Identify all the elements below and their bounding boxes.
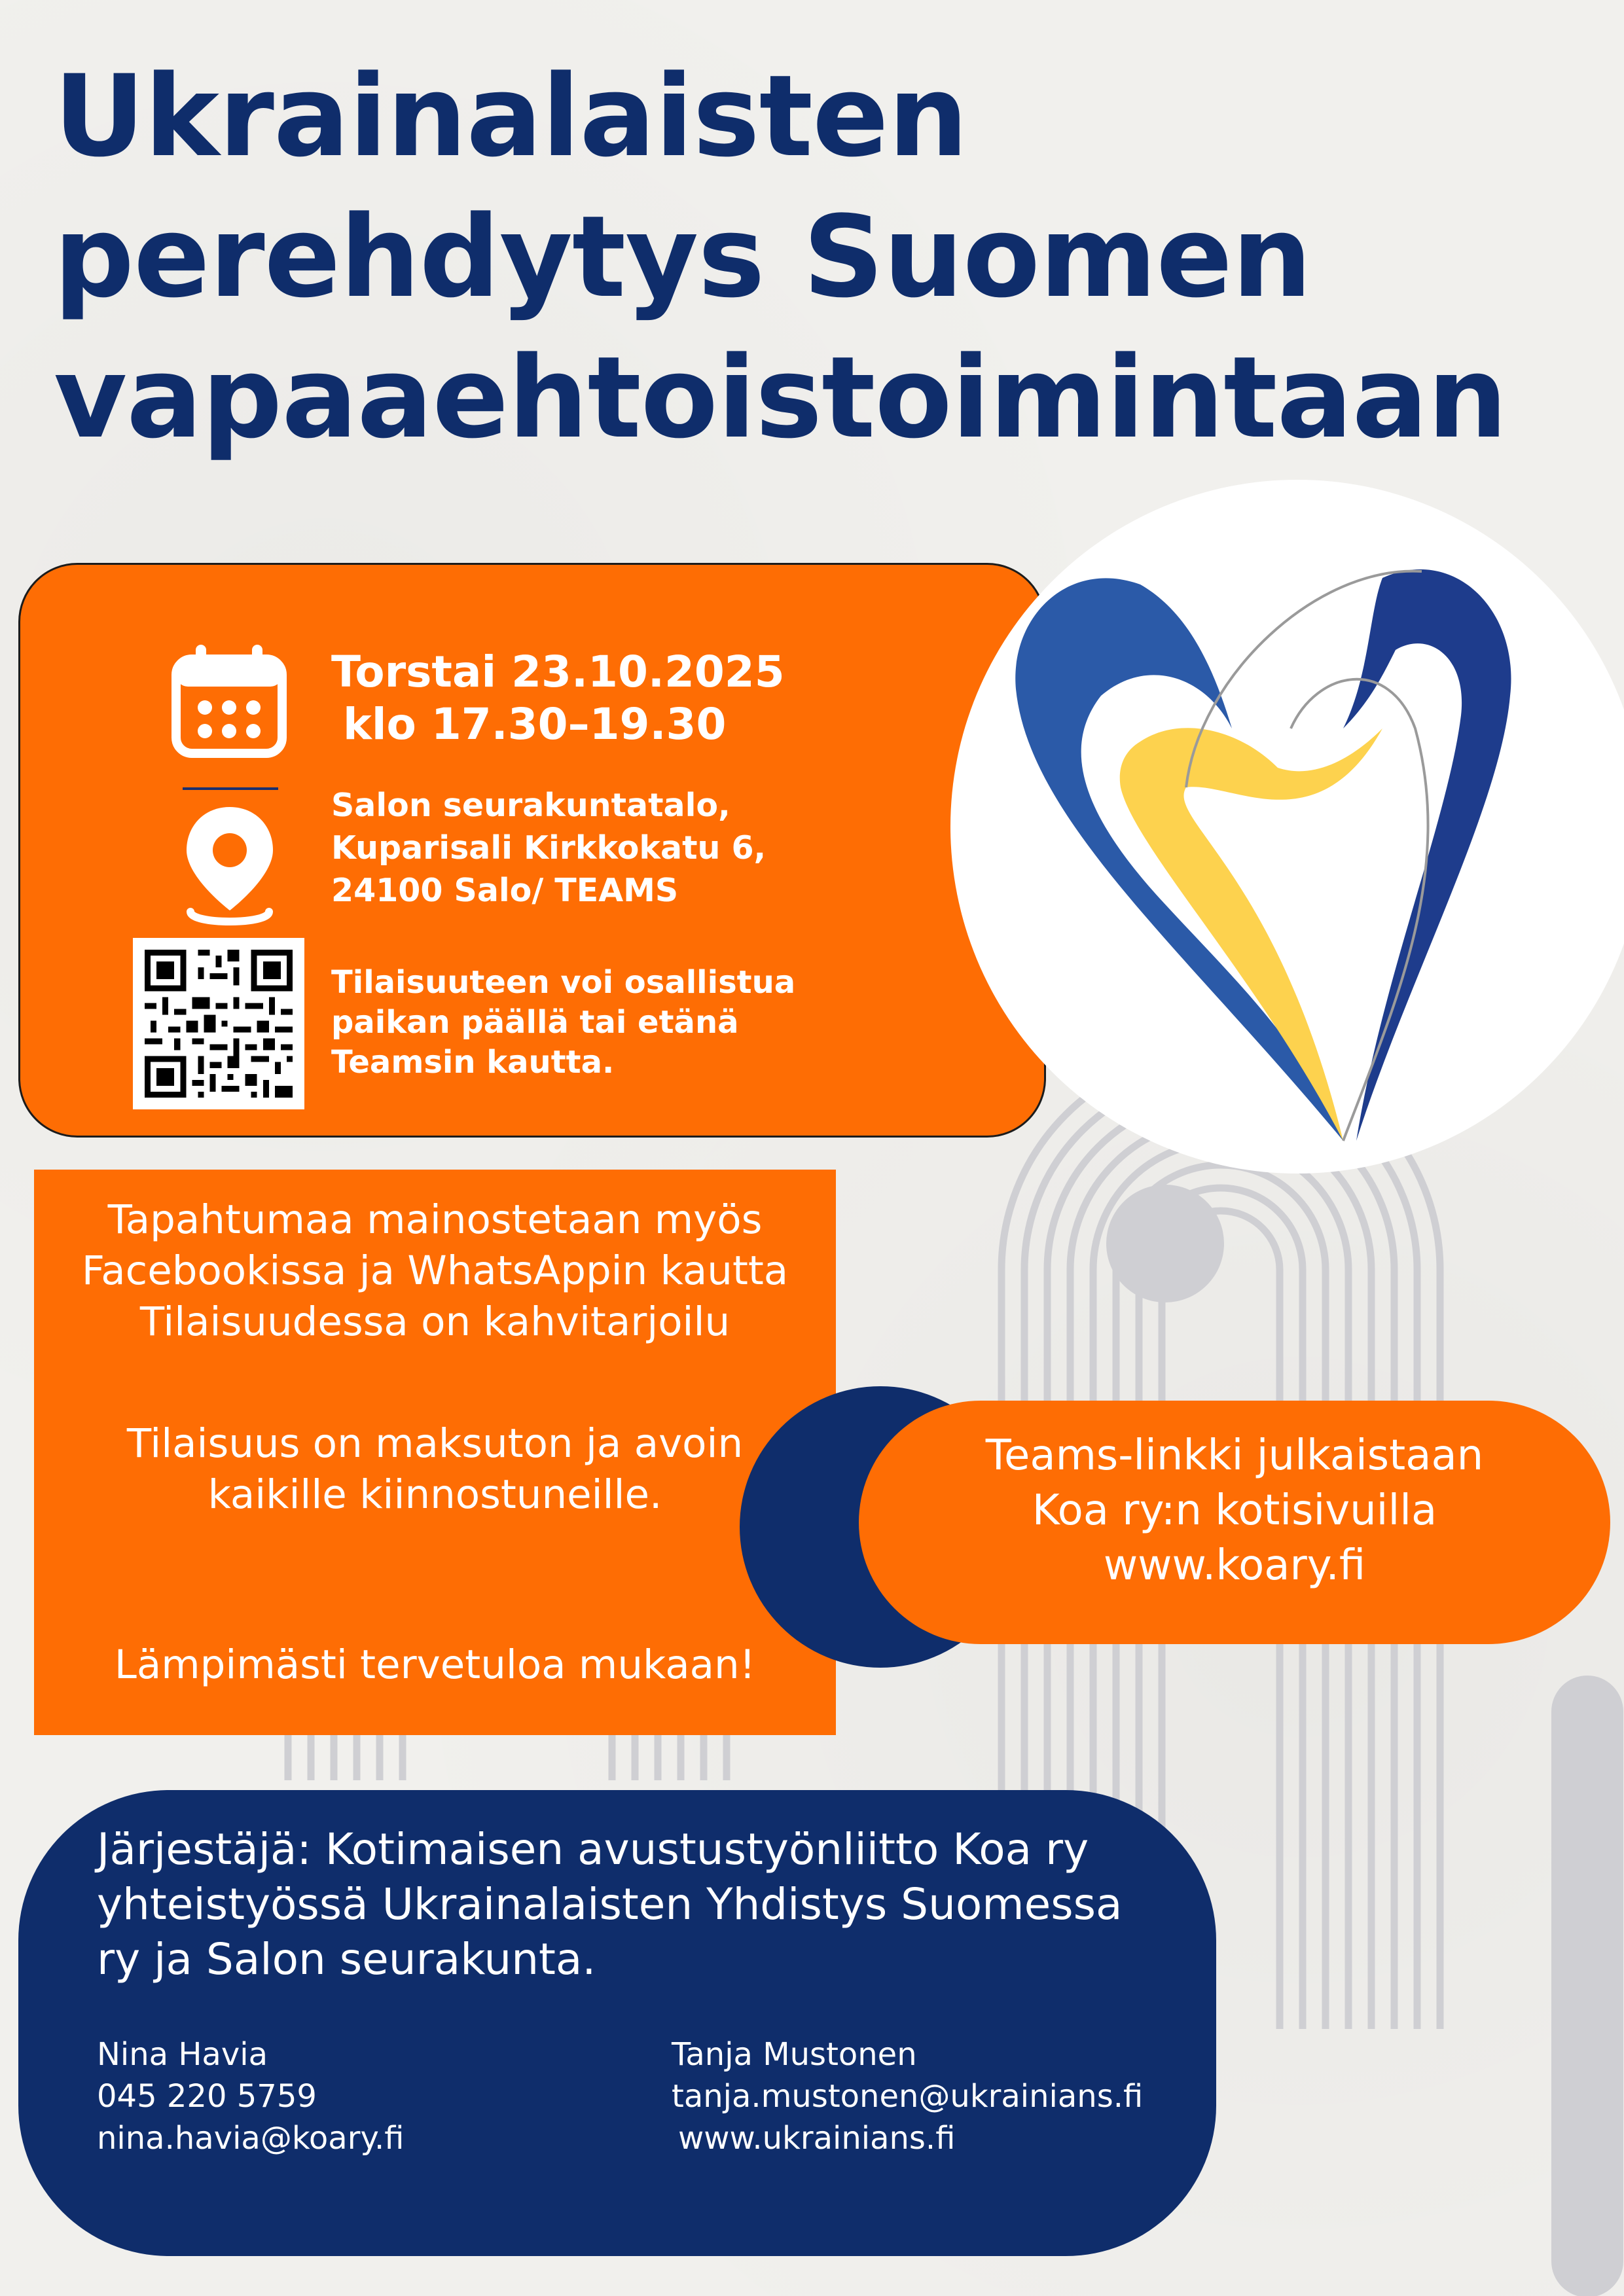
teams-line-2: Koa ry:n kotisivuilla [1032, 1486, 1437, 1535]
online-line-2: paikan päällä tai etänä [331, 1004, 739, 1041]
event-place [331, 784, 766, 912]
teams-line-1: Teams-linkki julkaistaan [985, 1431, 1484, 1480]
contact-name: Tanja Mustonen [672, 2036, 917, 2073]
qr-code-graphic [133, 938, 304, 1109]
place-line-2: Kuparisali Kirkkokatu 6, [331, 829, 767, 867]
contact-email[interactable]: tanja.mustonen@ukrainians.fi [672, 2078, 1144, 2115]
promo-line-3: Tilaisuudessa on kahvitarjoilu [139, 1299, 731, 1345]
organizer-line-2: yhteistyössä Ukrainalaisten Yhdistys Suomessa [97, 1879, 1123, 1929]
contact-email[interactable]: nina.havia@koary.fi [97, 2120, 405, 2157]
promo-line-6: Lämpimästi tervetuloa mukaan! [114, 1641, 756, 1688]
event-date: Torstai 23.10.2025 [331, 647, 785, 697]
title-line-3: vapaaehtoistoimintaan [54, 332, 1507, 463]
organizer-box [18, 1790, 1216, 2256]
contact-website[interactable]: www.ukrainians.fi [678, 2120, 956, 2157]
contact-nina [97, 2034, 405, 2159]
contact-name: Nina Havia [97, 2036, 268, 2073]
teams-website-link[interactable]: www.koary.fi [1103, 1541, 1366, 1590]
event-info-card [18, 563, 1046, 1138]
teams-link-pill [859, 1401, 1610, 1644]
promo-line-4: Tilaisuus on maksuton ja avoin [126, 1420, 744, 1467]
organizer-line-1: Järjestäjä: Kotimaisen avustustyönliitto Koa ry [97, 1824, 1089, 1874]
separator [183, 787, 278, 790]
contact-phone[interactable]: 045 220 5759 [97, 2078, 317, 2115]
title-line-2: perehdytys Suomen [54, 191, 1312, 323]
qr-code[interactable] [133, 938, 304, 1109]
contact-tanja [672, 2034, 1143, 2159]
place-line-1: Salon seurakuntatalo, [331, 787, 731, 824]
location-pin-icon [177, 800, 282, 931]
promo-box [34, 1170, 836, 1735]
organizer-line-3: ry ja Salon seurakunta. [97, 1934, 596, 1984]
online-line-1: Tilaisuuteen voi osallistua [331, 964, 796, 1001]
online-line-3: Teamsin kautta. [331, 1044, 615, 1081]
logo-circle [950, 480, 1624, 1174]
event-date-time [331, 646, 785, 751]
online-participation-note [331, 963, 795, 1083]
heart-logo [950, 480, 1624, 1174]
page-title [54, 46, 1579, 468]
promo-line-2: Facebookissa ja WhatsAppin kautta [81, 1247, 789, 1294]
calendar-icon [170, 645, 289, 759]
title-line-1: Ukrainalaisten [54, 50, 968, 182]
event-time: klo 17.30–19.30 [343, 699, 727, 749]
promo-line-1: Tapahtumaa mainostetaan myös [107, 1196, 763, 1243]
promo-line-5: kaikille kiinnostuneille. [208, 1471, 662, 1518]
place-line-3: 24100 Salo/ TEAMS [331, 872, 679, 909]
